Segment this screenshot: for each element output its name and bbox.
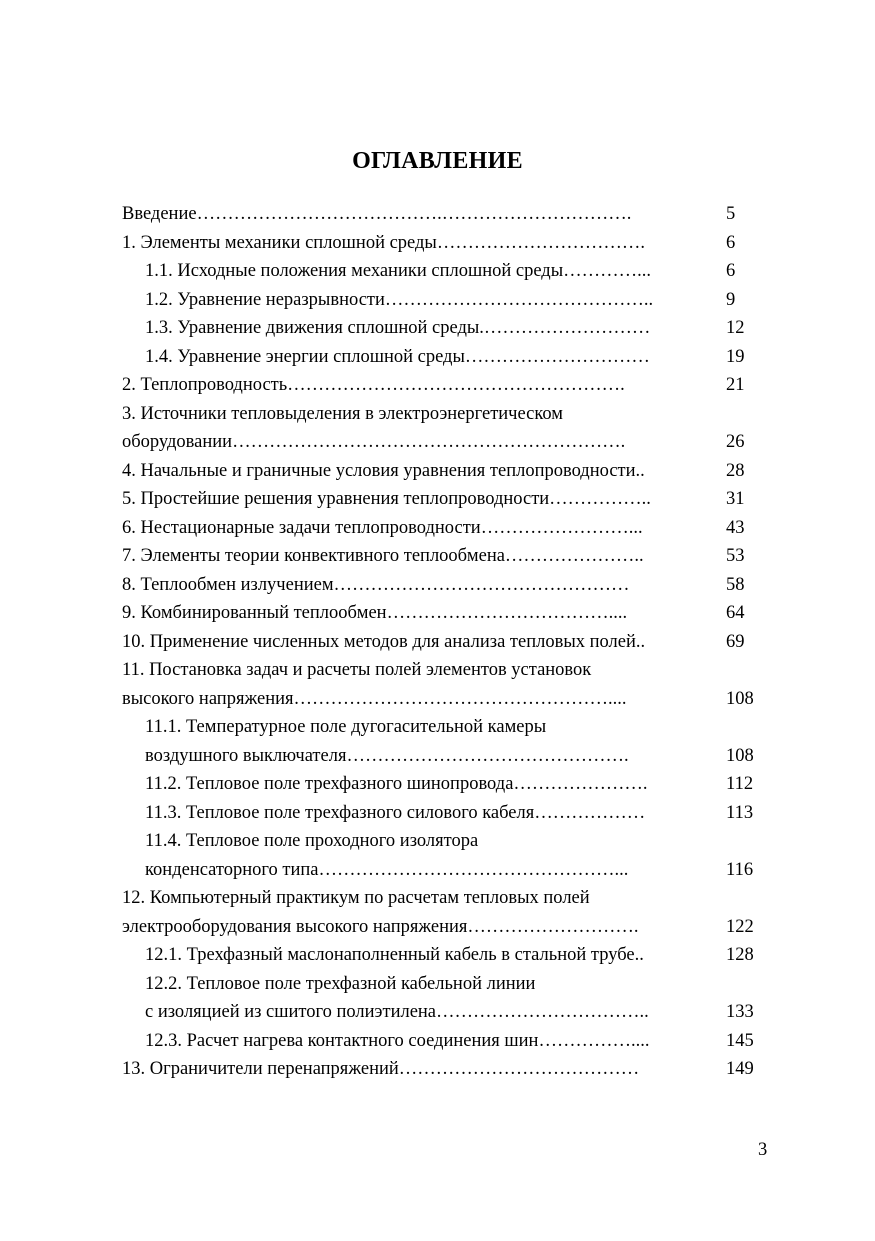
- toc-entry-text: 4. Начальные и граничные условия уравнения теплопроводности..: [122, 460, 645, 481]
- toc-entry: [145, 286, 762, 314]
- toc-entry-text: воздушного выключателя……………………………………….: [145, 745, 629, 766]
- toc-entry-page: 9: [726, 289, 736, 310]
- toc-entry-page: 31: [726, 489, 745, 509]
- toc-entry: [145, 970, 762, 998]
- toc-entry-text: 12.3. Расчет нагрева контактного соединения шин……………....: [145, 1030, 650, 1051]
- toc-entry-page: 108: [726, 745, 754, 766]
- toc-entry-text: Введение………………………………….………………………….: [122, 204, 632, 224]
- toc-entry: [145, 343, 762, 371]
- toc-entry-page: 113: [726, 802, 754, 823]
- toc-entry: [145, 713, 762, 741]
- toc-entry: [145, 770, 762, 798]
- toc-entry-page: 26: [726, 432, 745, 452]
- toc-entry: [122, 514, 762, 542]
- toc-entry: [122, 628, 762, 656]
- toc-entry-page: 116: [726, 859, 754, 880]
- toc-entry-text: электрооборудования высокого напряжения……………………….: [122, 916, 639, 937]
- toc-entry: [122, 913, 762, 941]
- toc-entry-text: 8. Теплообмен излучением…………………………………………: [122, 574, 630, 595]
- toc-entry: [122, 542, 762, 570]
- toc-entry-text: 1.4. Уравнение энергии сплошной среды…………………………: [145, 346, 650, 367]
- toc-entry-text: 13. Ограничители перенапряжений…………………………………: [122, 1059, 640, 1079]
- toc-entry-page: 108: [726, 688, 754, 709]
- toc-entry-text: 5. Простейшие решения уравнения теплопроводности……………..: [122, 489, 651, 509]
- page-number: 3: [758, 1140, 768, 1160]
- toc-entry: [122, 571, 762, 599]
- toc-entry-text: конденсаторного типа…………………………………………...: [145, 859, 629, 880]
- toc-entry-text: 1.3. Уравнение движения сплошной среды.………………………: [145, 318, 651, 338]
- toc-entry-text: 3. Источники тепловыделения в электроэнергетическом: [122, 403, 564, 424]
- toc-entry-page: 112: [726, 774, 754, 794]
- toc-entry: [122, 229, 762, 257]
- toc-entry-text: 11. Постановка задач и расчеты полей элементов установок: [122, 660, 592, 680]
- toc-entry: [122, 485, 762, 513]
- toc-entry-page: 58: [726, 574, 745, 595]
- toc-entry-page: 128: [726, 945, 754, 965]
- toc-entry-text: 2. Теплопроводность……………………………………………….: [122, 375, 625, 395]
- toc-entry-text: 10. Применение численных методов для анализа тепловых полей..: [122, 631, 646, 652]
- toc-entry-text: 12.2. Тепловое поле трехфазной кабельной линии: [145, 973, 536, 994]
- toc-entry: [122, 884, 762, 912]
- toc-entry: [122, 656, 762, 684]
- toc-entry-text: 11.3. Тепловое поле трехфазного силового кабеля………………: [145, 802, 646, 823]
- toc-entry: [122, 200, 762, 228]
- toc-entry-page: 21: [726, 375, 745, 395]
- toc-entry-text: 1.1. Исходные положения механики сплошной среды…………...: [145, 261, 652, 281]
- toc-entry: [145, 998, 762, 1026]
- toc-entry-page: 64: [726, 603, 745, 623]
- toc-entry-page: 133: [726, 1002, 754, 1022]
- toc-entry: [122, 371, 762, 399]
- toc-entry-page: 69: [726, 631, 745, 652]
- toc-entry-page: 12: [726, 318, 745, 338]
- toc-entry-page: 19: [726, 346, 745, 367]
- toc-entry-text: 12. Компьютерный практикум по расчетам тепловых полей: [122, 888, 590, 908]
- toc-entry-text: 9. Комбинированный теплообмен………………………………....: [122, 603, 628, 623]
- toc-entry: [122, 428, 762, 456]
- toc-entry: [145, 941, 762, 969]
- page-title: ОГЛАВЛЕНИЕ: [352, 148, 523, 174]
- toc-entry: [145, 1027, 762, 1055]
- toc-entry-page: 5: [726, 204, 736, 224]
- toc-entry-text: с изоляцией из сшитого полиэтилена……………………………..: [145, 1002, 649, 1022]
- toc-entry-page: 53: [726, 546, 745, 566]
- toc-entry-text: 7. Элементы теории конвективного теплообмена…………………..: [122, 546, 644, 566]
- toc-entry: [145, 257, 762, 285]
- toc-entry-text: 11.2. Тепловое поле трехфазного шинопровода………………….: [145, 774, 648, 794]
- toc-entry: [145, 799, 762, 827]
- toc-entry-page: 122: [726, 916, 754, 937]
- toc-entry-page: 149: [726, 1059, 754, 1079]
- toc-entry: [122, 457, 762, 485]
- toc-entry: [122, 1055, 762, 1083]
- toc-entry-page: 145: [726, 1030, 754, 1051]
- toc-entry-text: 1. Элементы механики сплошной среды…………………………….: [122, 232, 645, 253]
- toc-entry-text: 6. Нестационарные задачи теплопроводности……………………...: [122, 517, 643, 538]
- toc-entry-text: 11.1. Температурное поле дугогасительной камеры: [145, 717, 547, 737]
- toc-entry-text: 12.1. Трехфазный маслонаполненный кабель в стальной трубе..: [145, 945, 644, 965]
- toc-entry-text: высокого напряжения……………………………………………....: [122, 688, 627, 709]
- toc-entry: [145, 314, 762, 342]
- toc-entry: [122, 400, 762, 428]
- toc-entry: [145, 856, 762, 884]
- toc-entry: [145, 827, 762, 855]
- toc-entry-page: 43: [726, 517, 745, 538]
- toc-entry-page: 6: [726, 261, 736, 281]
- toc-entry: [145, 742, 762, 770]
- toc-entry-text: 11.4. Тепловое поле проходного изолятора: [145, 831, 479, 851]
- toc-entry-text: 1.2. Уравнение неразрывности……………………………………..: [145, 289, 654, 310]
- toc-entry-text: оборудовании……………………………………………………….: [122, 432, 626, 452]
- toc-entry-page: 6: [726, 232, 736, 253]
- toc-entry: [122, 685, 762, 713]
- toc-entry: [122, 599, 762, 627]
- toc-entry-page: 28: [726, 460, 745, 481]
